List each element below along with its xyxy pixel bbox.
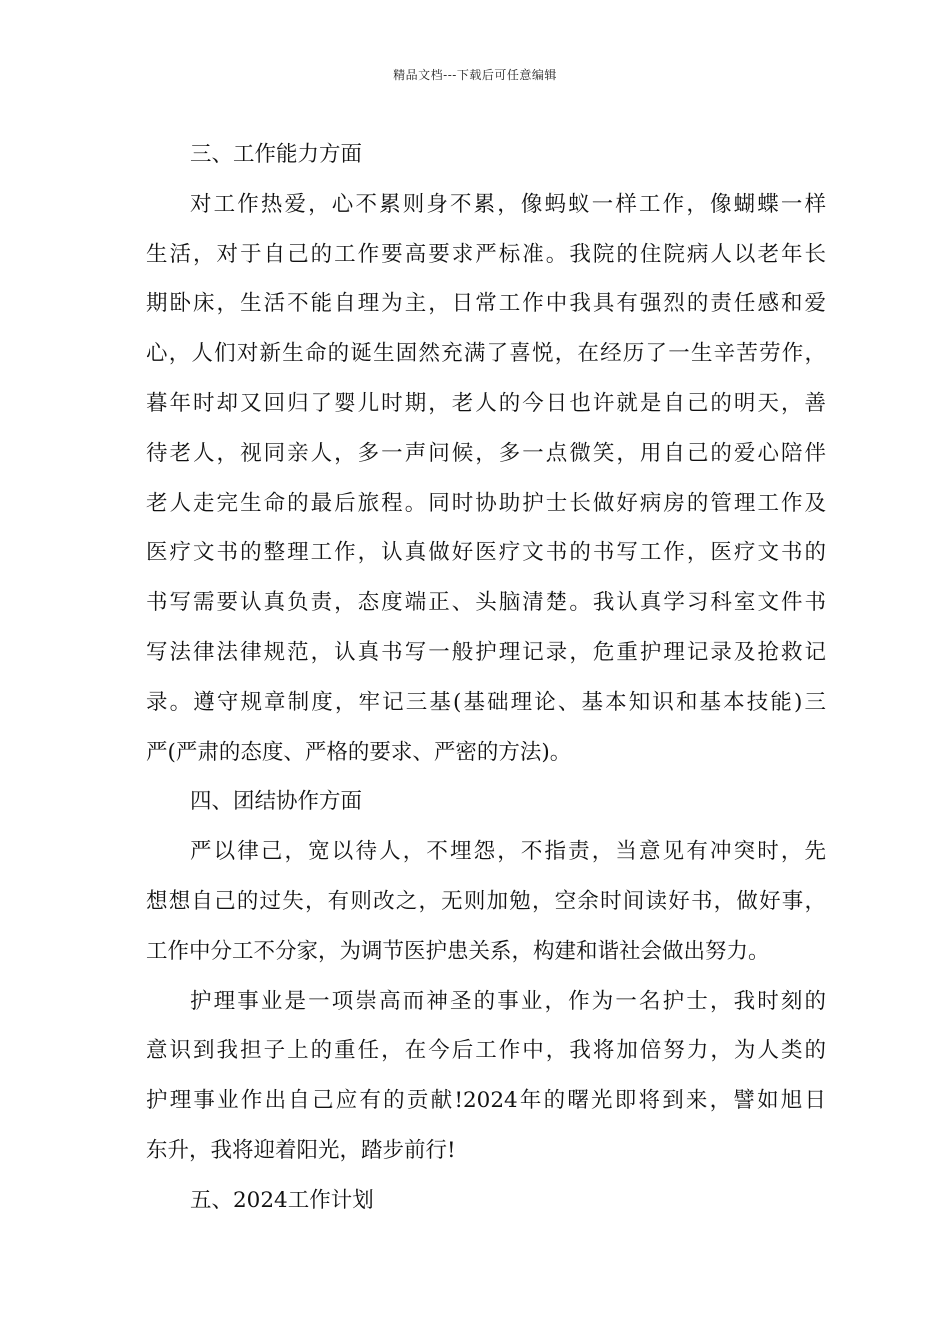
paragraph-line: 严以律己，宽以待人，不埋怨，不指责，当意见有冲突时，先 bbox=[190, 839, 826, 865]
document-body bbox=[146, 130, 826, 1226]
section-heading: 五、2024工作计划 bbox=[190, 1187, 374, 1213]
paragraph-line: 老人走完生命的最后旅程。同时协助护士长做好病房的管理工作及 bbox=[146, 490, 826, 516]
paragraph-line-last: 严(严肃的态度、严格的要求、严密的方法)。 bbox=[146, 739, 572, 765]
paragraph-line: 录。遵守规章制度，牢记三基(基础理论、基本知识和基本技能)三 bbox=[146, 689, 826, 715]
paragraph-line: 护理事业是一项崇高而神圣的事业，作为一名护士，我时刻的 bbox=[190, 988, 826, 1014]
paragraph-line: 待老人，视同亲人，多一声问候，多一点微笑，用自己的爱心陪伴 bbox=[146, 440, 826, 466]
paragraph-line-last: 工作中分工不分家，为调节医护患关系，构建和谐社会做出努力。 bbox=[146, 938, 770, 964]
paragraph-line: 期卧床，生活不能自理为主，日常工作中我具有强烈的责任感和爱 bbox=[146, 291, 826, 317]
paragraph-line: 意识到我担子上的重任，在今后工作中，我将加倍努力，为人类的 bbox=[146, 1038, 826, 1064]
paragraph-line: 对工作热爱，心不累则身不累，像蚂蚁一样工作，像蝴蝶一样 bbox=[190, 191, 826, 217]
paragraph-line: 护理事业作出自己应有的贡献!2024年的曙光即将到来，譬如旭日 bbox=[146, 1088, 826, 1114]
paragraph-line: 心，人们对新生命的诞生固然充满了喜悦，在经历了一生辛苦劳作， bbox=[146, 341, 826, 367]
paragraph-line: 想想自己的过失，有则改之，无则加勉，空余时间读好书，做好事， bbox=[146, 888, 826, 914]
paragraph-line: 生活，对于自己的工作要高要求严标准。我院的住院病人以老年长 bbox=[146, 241, 826, 267]
paragraph-line: 暮年时却又回归了婴儿时期，老人的今日也许就是自己的明天，善 bbox=[146, 390, 826, 416]
paragraph-line-last: 东升，我将迎着阳光，踏步前行! bbox=[146, 1137, 456, 1163]
paragraph-line: 书写需要认真负责，态度端正、头脑清楚。我认真学习科室文件书 bbox=[146, 590, 826, 616]
paragraph-line: 医疗文书的整理工作，认真做好医疗文书的书写工作，医疗文书的 bbox=[146, 540, 826, 566]
section-heading: 四、团结协作方面 bbox=[190, 789, 363, 815]
page-header: 精品文档---下载后可任意编辑 bbox=[393, 68, 557, 82]
section-heading: 三、工作能力方面 bbox=[190, 142, 363, 167]
paragraph-line: 写法律法律规范，认真书写一般护理记录，危重护理记录及抢救记 bbox=[146, 639, 826, 665]
